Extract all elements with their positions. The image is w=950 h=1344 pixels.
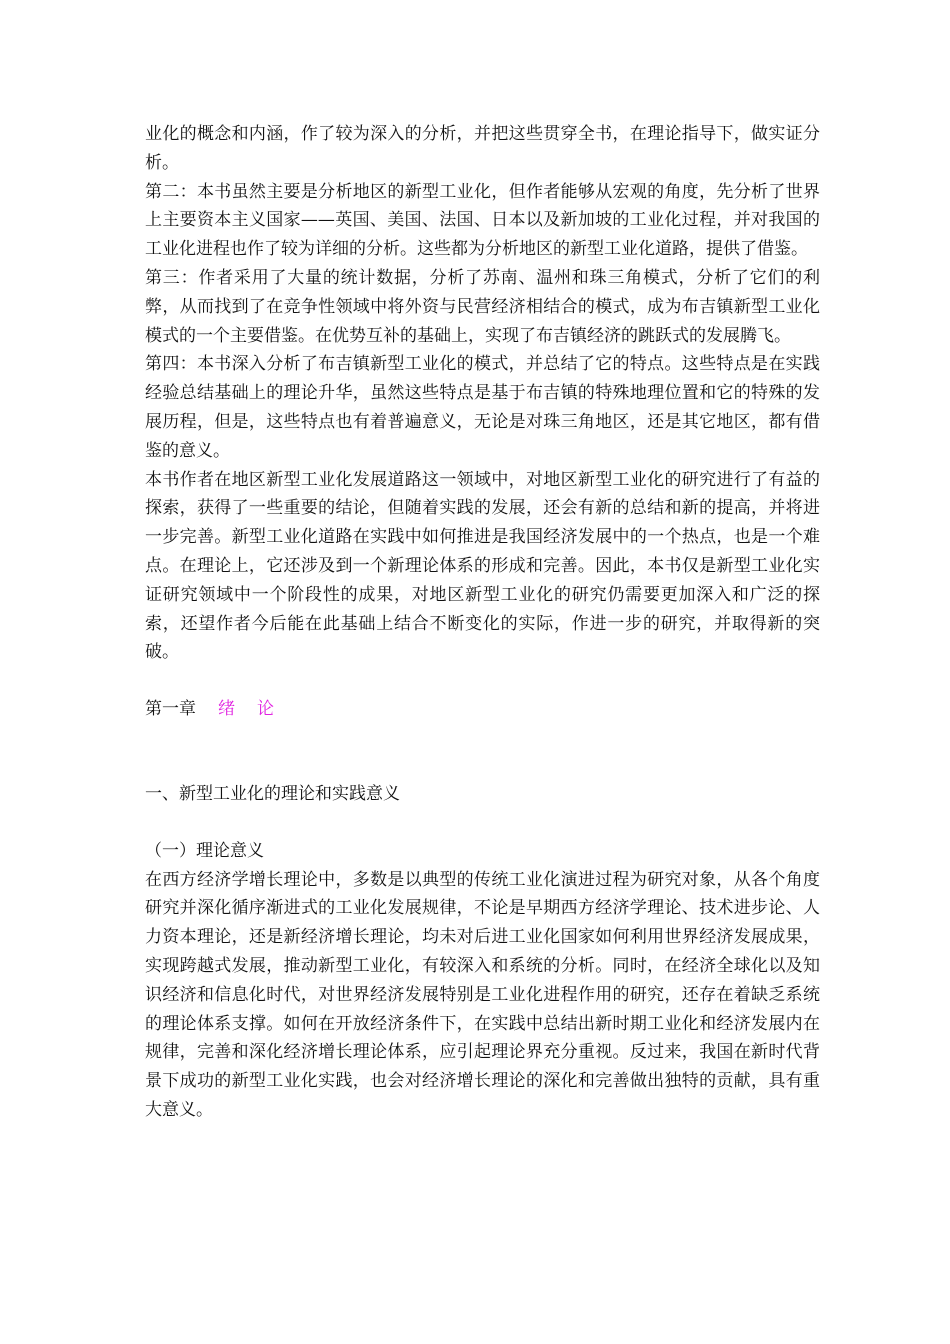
- paragraph-concept-summary: 业化的概念和内涵，作了较为深入的分析，并把这些贯穿全书，在理论指导下，做实证分析。: [145, 124, 820, 173]
- spacer: [145, 809, 820, 837]
- paragraph-fourth-point: 第四：本书深入分析了布吉镇新型工业化的模式，并总结了它的特点。这些特点是在实践经验总结基础上的理论升华，虽然这些特点是基于布吉镇的特殊地理位置和它的特殊的发展历程，但是，这些特点也有着普遍意义，无论是对珠三角地区，还是其它地区，都有借鉴的意义。: [145, 354, 820, 461]
- section-heading: 一、新型工业化的理论和实践意义: [145, 783, 400, 804]
- paragraph-second-point: 第二：本书虽然主要是分析地区的新型工业化，但作者能够从宏观的角度，先分析了世界上主要资本主义国家——英国、美国、法国、日本以及新加坡的工业化过程，并对我国的工业化进程也作了较为详细的分析。这些都为分析地区的新型工业化道路，提供了借鉴。: [145, 181, 820, 260]
- chapter-prefix: 第一章: [145, 699, 196, 720]
- paragraph-theoretical-significance: 在西方经济学增长理论中，多数是以典型的传统工业化演进过程为研究对象，从各个角度研究并深化循序渐进式的工业化发展规律，不论是早期西方经济学理论、技术进步论、人力资本理论，还是新经济增长理论，均未对后进工业化国家如何利用世界经济发展成果，实现跨越式发展，推动新型工业化，有较深入和系统的分析。同时，在经济全球化以及知识经济和信息化时代，对世界经济发展特别是工业化进程作用的研究，还存在着缺乏系统的理论体系支撑。如何在开放经济条件下，在实践中总结出新时期工业化和经济发展内在规律，完善和深化经济增长理论体系，应引起理论界充分重视。反过来，我国在新时代背景下成功的新型工业化实践，也会对经济增长理论的深化和完善做出独特的贡献，具有重大意义。: [145, 869, 820, 1120]
- chapter-heading: [145, 695, 820, 724]
- paragraph-author-conclusion: 本书作者在地区新型工业化发展道路这一领域中，对地区新型工业化的研究进行了有益的探索，获得了一些重要的结论，但随着实践的发展，还会有新的总结和新的提高，并将进一步完善。新型工业化道路在实践中如何推进是我国经济发展中的一个热点，也是一个难点。在理论上，它还涉及到一个新理论体系的形成和完善。因此，本书仅是新型工业化实证研究领域中一个阶段性的成果，对地区新型工业化的研究仍需要更加深入和广泛的探索，还望作者今后能在此基础上结合不断变化的实际，作进一步的研究，并取得新的突破。: [145, 469, 820, 663]
- chapter-title: 绪论: [218, 699, 296, 720]
- paragraph-third-point: 第三：作者采用了大量的统计数据，分析了苏南、温州和珠三角模式，分析了它们的利弊，从而找到了在竞争性领域中将外资与民营经济相结合的模式，成为布吉镇新型工业化模式的一个主要借鉴。在优势互补的基础上，实现了布吉镇经济的跳跃式的发展腾飞。: [145, 267, 820, 346]
- spacer: [145, 724, 820, 780]
- spacer: [145, 667, 820, 695]
- document-page: [145, 120, 820, 1125]
- subsection-heading: （一）理论意义: [145, 840, 264, 861]
